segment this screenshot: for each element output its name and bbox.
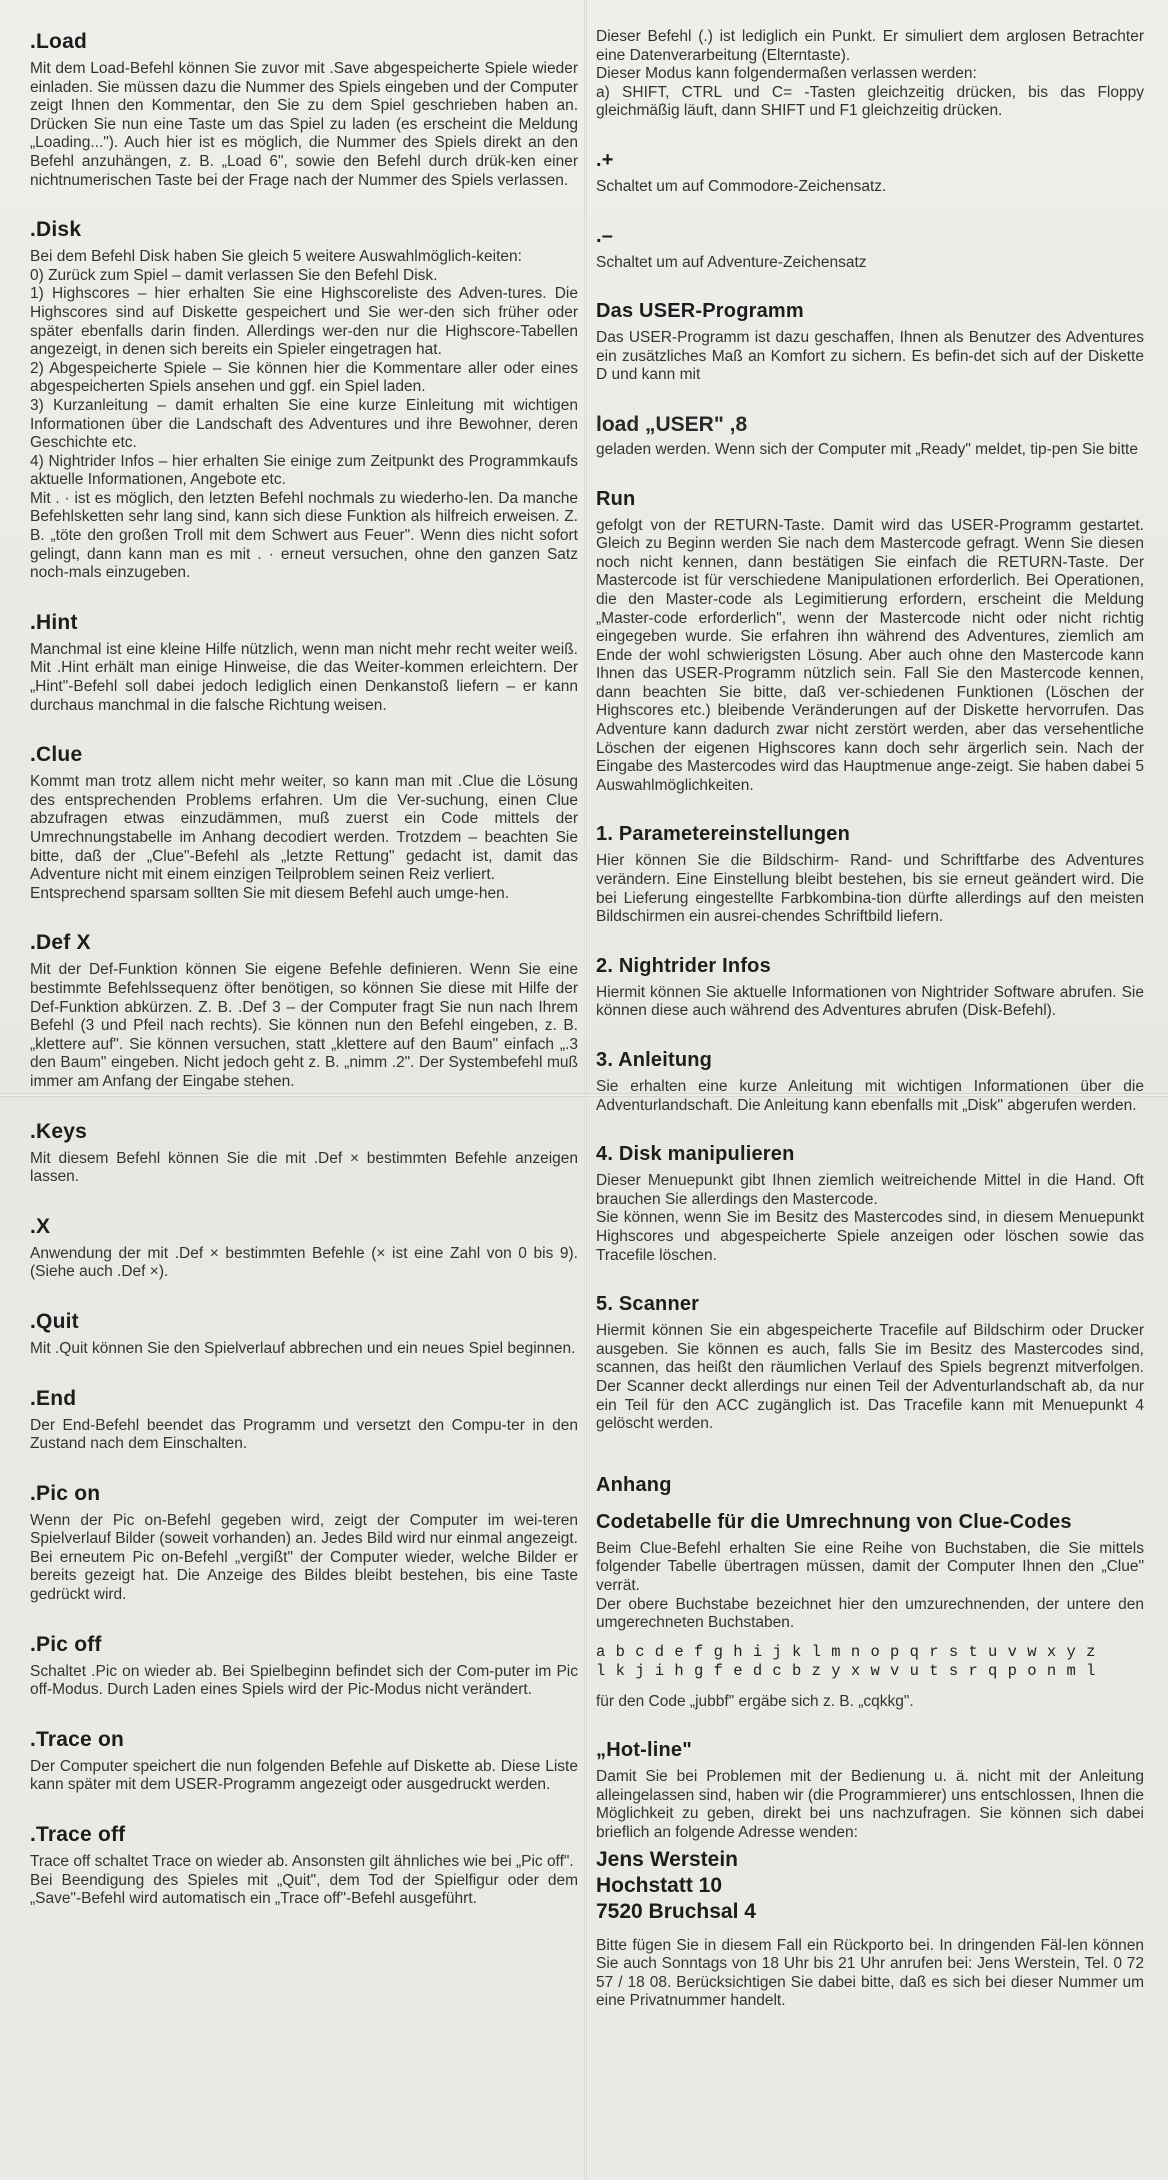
- section-plus: [596, 149, 1144, 197]
- section-menu-3: [596, 1049, 1144, 1115]
- section-body: Hiermit können Sie aktuelle Informationen von Nightrider Software abrufen. Sie können diese auch während des Adventures abrufen (Disk-Befehl).: [596, 983, 1144, 1020]
- section-title: .Pic off: [30, 1632, 102, 1656]
- code-row-top: a b c d e f g h i j k l m n o p q r s t u v w x y z: [596, 1642, 1096, 1661]
- section-body: Sie erhalten eine kurze Anleitung mit wichtigen Informationen über die Adventurlandschaft. Die Anleitung kann ebenfalls mit „Disk" abgerufen werden.: [596, 1078, 1144, 1114]
- code-example: für den Code „jubbf" ergäbe sich z. B. „cqkkg".: [596, 1692, 914, 1710]
- section-body: Dieser Befehl (.) ist lediglich ein Punkt. Er simuliert dem arglosen Betrachter eine Datenverarbeitung (Elterntaste). Dieser Modus kann folgendermaßen verlassen werden: a) SHIFT, CTRL und C= -Tasten gleichzeitig drücken, bis das Floppy gleichmäßig läuft, dann SHIFT und F1 gleichzeitig drücken.: [596, 28, 1144, 120]
- section-title: .Clue: [30, 743, 83, 767]
- section-body: Der End-Befehl beendet das Programm und versetzt den Compu-ter in den Zustand nach dem Einschalten.: [30, 1416, 578, 1453]
- section-x: [30, 1215, 578, 1282]
- right-column: [596, 0, 1144, 2051]
- appendix-title: Anhang: [596, 1473, 672, 1496]
- section-body: Schaltet .Pic on wieder ab. Bei Spielbeginn befindet sich der Com-puter im Pic off-Modus. Durch Laden eines Spiels wird der Pic-Modus nicht verändert.: [30, 1662, 578, 1699]
- section-hotline: [596, 1739, 1144, 2011]
- section-minus: [596, 225, 1144, 273]
- section-title: .Hint: [30, 610, 78, 634]
- section-trace-off: [30, 1823, 578, 1909]
- section-body: Mit .Quit können Sie den Spielverlauf abbrechen und ein neues Spiel beginnen.: [30, 1339, 576, 1357]
- section-body: Trace off schaltet Trace on wieder ab. Ansonsten gilt ähnliches wie bei „Pic off". Bei Beendigung des Spieles mit „Quit", dem Tod der Spielfigur oder dem „Save"-Befehl wird automatisch ein „Trace off"-Befehl ausgeführt.: [30, 1853, 578, 1908]
- section-title: 3. Anleitung: [596, 1049, 713, 1071]
- section-load-user: [596, 413, 1144, 460]
- section-title: .Trace off: [30, 1823, 126, 1847]
- section-clue: [30, 743, 578, 903]
- closing-note: Bitte fügen Sie in diesem Fall ein Rückporto bei. In dringenden Fäl-len können Sie auch Sonntags von 18 Uhr bis 21 Uhr anrufen bei: Jens Werstein, Tel. 0 72 57 / 18 08. Berücksichtigen Sie dabei bitte, daß es sich bei dieser Nummer um eine Privatnummer handelt.: [596, 1936, 1144, 2010]
- code-row-bottom: l k j i h g f e d c b z y x w v u t s r q p o n m l: [596, 1661, 1096, 1680]
- section-menu-1: [596, 823, 1144, 926]
- section-title: „Hot-line": [596, 1739, 692, 1762]
- section-body: Mit dem Load-Befehl können Sie zuvor mit .Save abgespeicherte Spiele wieder einladen. Sie müssen dazu die Nummer des Spiels eingeben und der Computer zeigt Ihnen den Kommentar, den Sie zu dem Spiel geschrieben haben an. Drücken Sie nun eine Taste um das Spiel zu laden (es erscheint die Meldung „Loading..."). Auch hier ist es möglich, die Nummer des Spiels direkt an den Befehl anzuhängen, z. B. „Load 6", sowie den Befehl durch drük-ken einer nichtnumerischen Taste bei der Frage nach der Nummer des Spiels verlassen.: [30, 60, 578, 189]
- section-menu-2: [596, 955, 1144, 1021]
- vertical-fold-crease: [584, 0, 587, 2180]
- section-keys: [30, 1120, 578, 1187]
- section-hint: [30, 611, 578, 715]
- section-body: Wenn der Pic on-Befehl gegeben wird, zeigt der Computer im wei-teren Spielverlauf Bilder (soweit vorhanden) an. Jedes Bild wird nur einmal angezeigt. Bei erneutem Pic on-Befehl „vergißt" der Computer wieder, welche Bilder er bereits gezeigt hat. Die Anzeige des Bildes bleibt bestehen, bis eine Taste gedrückt wird.: [30, 1511, 578, 1604]
- section-title: .End: [30, 1386, 77, 1410]
- section-quit: [30, 1310, 578, 1359]
- section-body: Bei dem Befehl Disk haben Sie gleich 5 weitere Auswahlmöglich-keiten: 0) Zurück zum Spiel – damit verlassen Sie den Befehl Disk. 1) Highscores – hier erhalten Sie eine Highscoreliste des Adven-tures. Die Highscores sind auf Diskette gespeichert und Sie wer-den sich früher oder später ebenfalls darin finden. Allerdings wer-den nur die Highscore-Tabellen angezeigt, in denen sich bereits ein Spieler eingetragen hat. 2) Abgespeicherte Spiele – Sie können hier die Kommentare aller oder eines abgespeicherten Spiels ansehen und ggf. ein Spiel laden. 3) Kurzanleitung – damit erhalten Sie eine kurze Einleitung mit wichtigen Informationen über die Landschaft des Adventures und ihre Bewohner, deren Geschichte etc. 4) Nightrider Infos – hier erhalten Sie einige zum Zeitpunkt des Programmkaufs aktuelle Informationen, Angebote etc. Mit . · ist es möglich, den letzten Befehl nochmals zu wiederho-len. Da manche Befehlsketten sehr lang sind, kann sich diese Funktion als hilfreich erweisen. Z. B. „töte den großen Troll mit dem Schwert aus Feuer". Wenn dies nicht sofort gelingt, dann kann man es mit . · erneut versuchen, ohne den ganzen Satz noch-mals einzugeben.: [30, 248, 578, 582]
- section-body: Kommt man trotz allem nicht mehr weiter, so kann man mit .Clue die Lösung des entsprechenden Problems erfahren. Um die Ver-suchung, einen Clue abzufragen etwas einzudämmen, muß zuerst ein Code mittels der Umrechnungstabelle im Anhang decodiert werden. Trotzdem – beachten Sie bitte, daß der „Clue"-Befehl als „letzte Rettung" gedacht ist, damit das Adventure nicht mit einem einzigen Teilproblem seinen Reiz verliert. Entsprechend sparsam sollten Sie mit diesem Befehl auch umge-hen.: [30, 773, 578, 902]
- section-title: .Quit: [30, 1309, 79, 1333]
- code-table: [596, 1643, 1144, 1681]
- section-title: 1. Parametereinstellungen: [596, 823, 850, 846]
- section-body: Das USER-Programm ist dazu geschaffen, Ihnen als Benutzer des Adventures ein zusätzliches Maß an Komfort zu sichern. Es befin-det sich auf der Diskette D und kann mit: [596, 329, 1144, 384]
- section-body: Damit Sie bei Problemen mit der Bedienung u. ä. nicht mit der Anleitung alleingelassen sind, haben wir (die Programmierer) uns entschlossen, Ihnen die Möglichkeit zu geben, direkt bei uns nachzufragen. Sie können sich dabei brieflich an folgende Adresse wenden:: [596, 1768, 1144, 1842]
- section-pic-on: [30, 1482, 578, 1605]
- section-def-x: [30, 931, 578, 1091]
- section-title: .–: [596, 224, 614, 247]
- section-pic-off: [30, 1633, 578, 1700]
- section-body: gefolgt von der RETURN-Taste. Damit wird das USER-Programm gestartet. Gleich zu Beginn werden Sie nach dem Mastercode gefragt. Wenn Sie diesen noch nicht kennen, dann bestätigen Sie einfach die RETURN-Taste. Der Mastercode ist für verschiedene Manipulationen erforderlich. Bei Operationen, die den Master-code als Legimitierung erfordern, erscheint die Meldung „Master-code erforderlich", wenn der Mastercode nicht oder nicht richtig eingegeben wurde. Sie erfahren ihn während des Adventures, ziemlich am Ende der wohl schwierigsten Lösung. Aber auch ohne den Mastercode kann Ihnen das USER-Programm nützlich sein. Fall Sie den Mastercode kennen, dann beachten Sie bitte, daß ver-schiedenen Funktionen (Löschen der Highscores etc.) bleibende Veränderungen auf der Diskette hervorrufen. Das Adventure kann dadurch zwar nicht zerstört werden, aber das versehentliche Löschen der eigenen Highscores kann doch sehr ärgerlich sein. Nach der Eingabe des Mastercodes wird das Hauptmenue ange-zeigt. Sie haben dabei 5 Auswahlmöglichkeiten.: [596, 516, 1144, 794]
- section-title: .Keys: [30, 1119, 88, 1143]
- section-title: .Def X: [30, 931, 91, 955]
- address-city: 7520 Bruchsal 4: [596, 1899, 756, 1923]
- section-dot-command: [596, 28, 1144, 121]
- section-run: [596, 488, 1144, 796]
- section-body: Schaltet um auf Commodore-Zeichensatz.: [596, 177, 887, 195]
- section-title: 5. Scanner: [596, 1293, 700, 1316]
- section-body: Schaltet um auf Adventure-Zeichensatz: [596, 253, 867, 271]
- left-column: [30, 0, 578, 1937]
- section-title: 2. Nightrider Infos: [596, 954, 771, 977]
- section-load: [30, 30, 578, 190]
- section-body: geladen werden. Wenn sich der Computer mit „Ready" meldet, tip-pen Sie bitte: [596, 440, 1138, 458]
- section-title: Run: [596, 487, 636, 510]
- section-title: .Load: [30, 30, 87, 53]
- address-name: Jens Werstein: [596, 1847, 739, 1871]
- section-body: Anwendung der mit .Def × bestimmten Befehle (× ist eine Zahl von 0 bis 9). (Siehe auch .Def ×).: [30, 1244, 578, 1281]
- section-body: Mit diesem Befehl können Sie die mit .Def × bestimmten Befehle anzeigen lassen.: [30, 1149, 578, 1186]
- section-title: .+: [596, 148, 614, 171]
- section-disk: [30, 218, 578, 583]
- contact-address: [596, 1847, 1144, 1925]
- section-body: Hiermit können Sie ein abgespeicherte Tracefile auf Bildschirm oder Drucker ausgeben. Sie können es auch, falls Sie im Besitz des Mastercodes sind, scannen, das heißt den räumlichen Verlauf des Spiels begrenzt mitverfolgen. Der Scanner deckt allerdings nur einen Teil der Adventurlandschaft ab, da nur ein Teil für den ACC zugänglich ist. Das Tracefile kann mit Menuepunkt 4 gelöscht werden.: [596, 1322, 1144, 1433]
- section-trace-on: [30, 1728, 578, 1795]
- load-command: load „USER" ,8: [596, 412, 748, 436]
- section-user-program: [596, 300, 1144, 385]
- code-table-body: Beim Clue-Befehl erhalten Sie eine Reihe von Buchstaben, die Sie mittels folgender Tabelle übertragen müssen, damit der Computer Ihnen den „Clue" verrät. Der obere Buchstabe bezeichnet hier den umzurechnenden, der untere den umgerechneten Buchstaben.: [596, 1539, 1144, 1632]
- section-body: Dieser Menuepunkt gibt Ihnen ziemlich weitreichende Mittel in die Hand. Oft brauchen Sie allerdings den Mastercode. Sie können, wenn Sie im Besitz des Mastercodes sind, in diesem Menuepunkt Highscores und abgespeicherte Spiele anzeigen oder löschen sowie das Tracefile löschen.: [596, 1172, 1144, 1264]
- section-end: [30, 1387, 578, 1454]
- section-anhang: [596, 1474, 1144, 1712]
- section-body: Mit der Def-Funktion können Sie eigene Befehle definieren. Wenn Sie eine bestimmte Befehlssequenz öfter benötigen, so können Sie diese mit Hilfe der Def-Funktion abkürzen. Z. B. .Def 3 – der Computer fragt Sie nun nach Ihrem Befehl (3 und Pfeil nach rechts). Sie können nun den Befehl eingeben, z. B. „klettere auf". Sie können versuchen, statt „klettere auf den Baum" einfach „.3 den Baum" eingeben. Nicht jedoch geht z. B. „nimm .2". Der Systembefehl muß immer am Anfang der Eingabe stehen.: [30, 961, 578, 1090]
- address-street: Hochstatt 10: [596, 1873, 723, 1897]
- section-title: Das USER-Programm: [596, 300, 804, 323]
- section-body: Manchmal ist eine kleine Hilfe nützlich, wenn man nicht mehr recht weiter weiß. Mit .Hint erhält man einige Hinweise, die das Weiter-kommen erleichtern. Der „Hint"-Befehl soll dabei jedoch lediglich einen Denkanstoß liefern – er kann durchaus manchmal in die falsche Richtung weisen.: [30, 640, 578, 714]
- section-title: .Trace on: [30, 1727, 125, 1751]
- section-menu-5: [596, 1293, 1144, 1434]
- section-title: .X: [30, 1214, 51, 1238]
- section-body: Hier können Sie die Bildschirm- Rand- und Schriftfarbe des Adventures verändern. Eine Einstellung bleibt bestehen, bis sie erneut geändert wird. Die bei Lieferung eingestellte Farbkombina-tion dürfte allerdings auf den meisten Bildschirmen ein ausrei-chendes Schriftbild liefern.: [596, 852, 1144, 926]
- section-title: 4. Disk manipulieren: [596, 1143, 795, 1166]
- code-table-title: Codetabelle für die Umrechnung von Clue-Codes: [596, 1510, 1072, 1533]
- section-title: .Pic on: [30, 1481, 101, 1505]
- section-title: .Disk: [30, 218, 82, 242]
- section-body: Der Computer speichert die nun folgenden Befehle auf Diskette ab. Diese Liste kann später mit dem USER-Programm angezeigt oder ausgedruckt werden.: [30, 1757, 578, 1794]
- section-menu-4: [596, 1143, 1144, 1265]
